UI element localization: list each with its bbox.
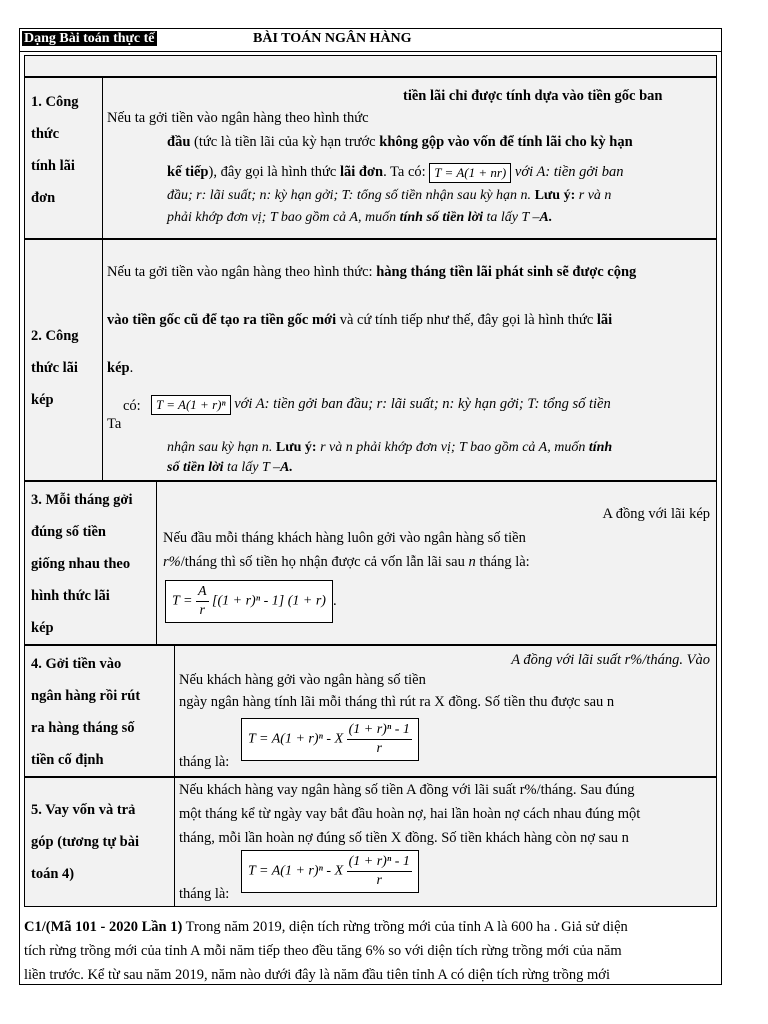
text-line: A đồng với lãi kép [602, 506, 710, 522]
section-label: 4. Gởi tiền vào ngân hàng rồi rút ra hàng tháng số tiền cố định [25, 646, 175, 776]
question-c1 [24, 915, 719, 987]
text-line: kế tiếp), đây gọi là hình thức lãi đơn. Ta có: T = A(1 + nr) với A: tiền gởi ban [167, 160, 624, 184]
section-label: 1. Công thức tính lãi đơn [25, 78, 103, 238]
text-line: đầu (tức là tiền lãi của kỳ hạn trước không gộp vào vốn để tính lãi cho kỳ hạn [167, 134, 633, 150]
text-line: tháng, mỗi lần hoàn nợ đúng số tiền X đồng. Số tiền khách hàng còn nợ sau n [179, 830, 629, 846]
topic-tag: Dạng Bài toán thực tế [24, 31, 155, 46]
section-body [157, 482, 716, 644]
section-body [103, 240, 716, 480]
blank-row [24, 55, 717, 77]
text-line: C1/(Mã 101 - 2020 Lần 1) Trong năm 2019, diện tích rừng trồng mới của tỉnh A là 600 ha . Giả sử diện [24, 919, 628, 935]
text-line: tháng là: [179, 754, 230, 770]
section-monthly-deposit [24, 481, 717, 645]
text-line: có: [123, 398, 141, 414]
section-withdraw-monthly [24, 645, 717, 777]
section-body [103, 78, 716, 238]
text-line: nhận sau kỳ hạn n. Lưu ý: r và n phải khớp đơn vị; T bao gồm cả A, muốn tính [167, 440, 613, 455]
text-line: tháng là: [179, 886, 230, 902]
text-line: kép. [107, 360, 134, 376]
section-label: 5. Vay vốn và trả góp (tương tự bài toán 4) [25, 778, 175, 906]
text-line: đầu; r: lãi suất; n: kỳ hạn gởi; T: tổng số tiền nhận sau kỳ hạn n. Lưu ý: r và n [167, 188, 612, 203]
document-page [19, 28, 722, 985]
section-simple-interest [24, 77, 717, 239]
section-loan-installment [24, 777, 717, 907]
text-line: liền trước. Kể từ sau năm 2019, năm nào dưới đây là năm đầu tiên tỉnh A có diện tích rừng trồng mới [24, 967, 610, 983]
formula-monthly-deposit: T = $\frac{A}{r}$ [(1 + r)ⁿ - 1] (1 + r) . [165, 580, 337, 623]
text-line: A đồng với lãi suất r%/tháng. Vào [511, 652, 710, 668]
text-line: Nếu ta gởi tiền vào ngân hàng theo hình thức: hàng tháng tiền lãi phát sinh sẽ được cộng [107, 264, 637, 280]
formula-loan: T = A(1 + r)ⁿ - X $\frac{\text{(1 + r)ⁿ - 1}}{r}$ [241, 850, 419, 893]
text-line: Nếu khách hàng gởi vào ngân hàng số tiền [179, 672, 426, 688]
formula-compound-interest: T = A(1 + r)ⁿ [151, 395, 231, 415]
header-bar [20, 29, 721, 52]
text-line: số tiền lời ta lấy T –A. [167, 460, 293, 475]
text-line: Ta [107, 416, 122, 432]
text-line: tiền lãi chỉ được tính dựa vào tiền gốc ban [403, 88, 663, 104]
text-line: vào tiền gốc cũ để tạo ra tiền gốc mới và cứ tính tiếp như thế, đây gọi là hình thức lãi [107, 312, 613, 328]
text-line: r%/tháng thì số tiền họ nhận được cả vốn lẫn lãi sau n tháng là: [163, 554, 530, 570]
formula-simple-interest: T = A(1 + nr) [429, 163, 511, 183]
text-line: T = A(1 + r)ⁿ với A: tiền gởi ban đầu; r: lãi suất; n: kỳ hạn gởi; T: tổng số tiền [151, 392, 611, 416]
formula-withdraw: T = A(1 + r)ⁿ - X $\frac{\text{(1 + r)ⁿ - 1}}{r}$ [241, 718, 419, 761]
page-title: BÀI TOÁN NGÂN HÀNG [253, 31, 412, 46]
text-line: Nếu khách hàng vay ngân hàng số tiền A đồng với lãi suất r%/tháng. Sau đúng [179, 782, 635, 798]
section-compound-interest [24, 239, 717, 481]
text-line: phải khớp đơn vị; T bao gồm cả A, muốn tính số tiền lời ta lấy T –A. [167, 210, 553, 225]
section-label: 3. Mỗi tháng gởi đúng số tiền giống nhau theo hình thức lãi kép [25, 482, 157, 644]
section-body [175, 646, 716, 776]
text-line: tích rừng trồng mới của tỉnh A mỗi năm tiếp theo đều tăng 6% so với diện tích rừng trồng mới của năm [24, 943, 622, 959]
section-label: 2. Công thức lãi kép [25, 240, 103, 480]
section-body [175, 778, 716, 906]
text-line: Nếu ta gởi tiền vào ngân hàng theo hình thức [107, 110, 369, 126]
text-line: một tháng kể từ ngày vay bắt đầu hoàn nợ, hai lần hoàn nợ cách nhau đúng một [179, 806, 641, 822]
text-line: Nếu đầu mỗi tháng khách hàng luôn gởi vào ngân hàng số tiền [163, 530, 526, 546]
text-line: ngày ngân hàng tính lãi mỗi tháng thì rút ra X đồng. Số tiền thu được sau n [179, 694, 615, 710]
